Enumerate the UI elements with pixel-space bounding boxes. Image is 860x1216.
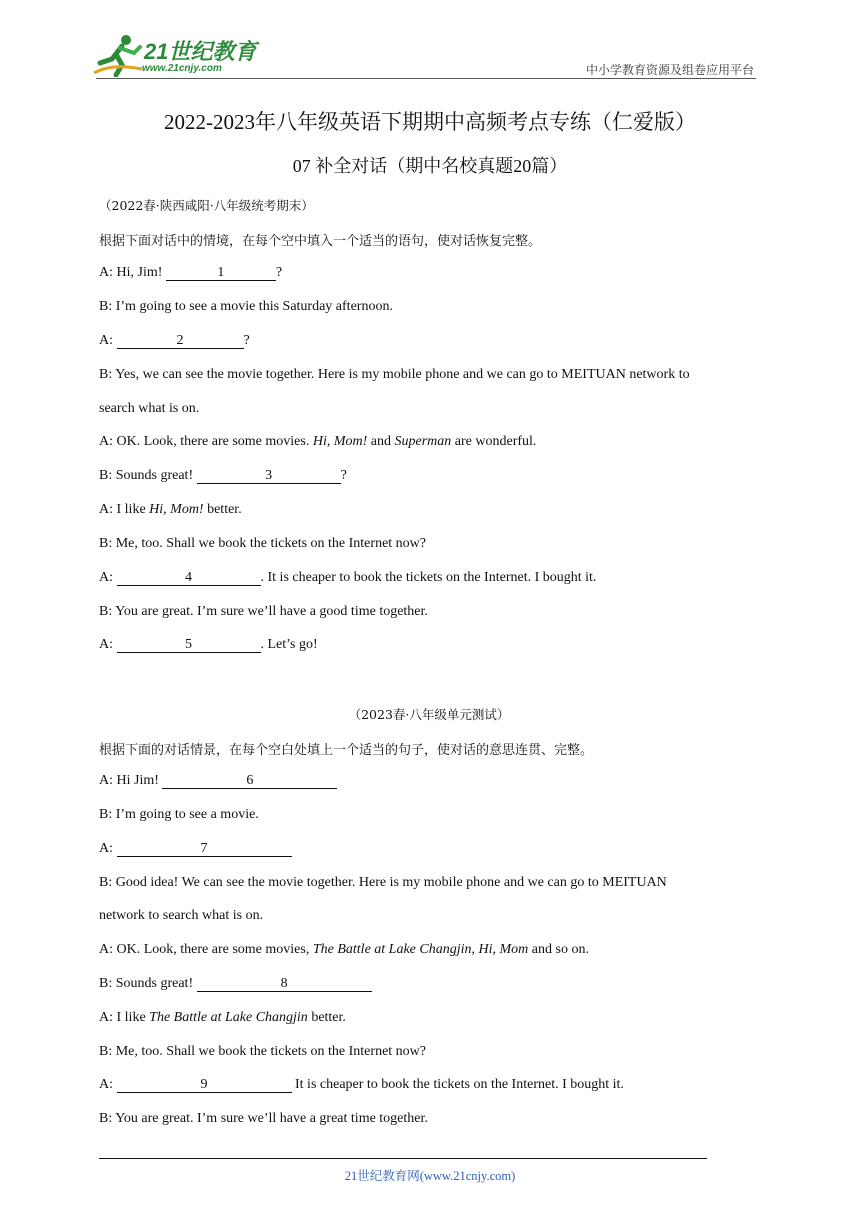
header-slogan: 中小学教育资源及组卷应用平台: [585, 63, 754, 77]
line-text: B: Sounds great!: [99, 976, 197, 991]
line-text: A: I like: [99, 1010, 150, 1025]
dialogue-line: B: You are great. I’m sure we’ll have a great time together.: [99, 1111, 428, 1126]
dialogue-line: search what is on.: [99, 401, 200, 416]
dialogue-line: B: I’m going to see a movie.: [99, 807, 259, 822]
dialogue-line: B: Good idea! We can see the movie together. Here is my mobile phone and we can go to MEITUAN: [99, 875, 667, 890]
line-text: ?: [243, 333, 250, 348]
line-text: and so on.: [528, 942, 589, 957]
line-text: It is cheaper to book the tickets on the Internet. I bought it.: [291, 1077, 624, 1092]
line-text: B: Sounds great!: [99, 468, 197, 483]
line-text: A: Hi, Jim!: [99, 265, 166, 280]
dialogue-line: [99, 468, 347, 484]
line-text: A:: [99, 333, 117, 348]
answer-blank-3[interactable]: 3: [197, 469, 341, 484]
dialogue-line: [99, 434, 536, 450]
dialogue-line: B: Me, too. Shall we book the tickets on the Internet now?: [99, 1044, 426, 1059]
movie-title: Hi, Mom: [478, 942, 529, 957]
line-text: ,: [471, 942, 479, 957]
answer-blank-6[interactable]: 6: [162, 774, 337, 789]
line-text: . It is cheaper to book the tickets on the Internet. I bought it.: [260, 570, 597, 585]
dialogue-line: [99, 1077, 624, 1093]
answer-blank-1[interactable]: 1: [166, 266, 276, 281]
page-header: [0, 0, 860, 80]
question-instruction: 根据下面对话中的情境，在每个空中填入一个适当的语句，使对话恢复完整。: [99, 234, 542, 249]
brand-logo[interactable]: [92, 33, 262, 79]
page-subtitle: 07 补全对话（期中名校真题20篇）: [292, 156, 568, 176]
dialogue-line: [99, 773, 337, 789]
line-text: A: Hi Jim!: [99, 773, 163, 788]
dialogue-line: [99, 942, 589, 958]
movie-title: The Battle at Lake Changjin: [149, 1010, 308, 1025]
line-text: and: [367, 434, 395, 449]
line-text: . Let’s go!: [260, 637, 318, 652]
movie-title: The Battle at Lake Changjin: [312, 942, 472, 957]
question-source: （2022春·陕西咸阳·八年级统考期末）: [99, 198, 314, 213]
movie-title: Hi, Mom!: [149, 502, 204, 517]
answer-blank-4[interactable]: 4: [117, 571, 261, 586]
answer-blank-9[interactable]: 9: [117, 1078, 292, 1093]
footer-divider: [99, 1158, 707, 1159]
question-source: （2023春·八年级单元测试）: [348, 707, 510, 722]
dialogue-line: network to search what is on.: [99, 908, 264, 923]
line-text: A:: [99, 841, 117, 856]
movie-title: Hi, Mom!: [312, 434, 368, 449]
header-divider: [96, 78, 756, 79]
dialogue-line: [99, 1010, 346, 1026]
answer-blank-5[interactable]: 5: [117, 638, 261, 653]
dialogue-line: [99, 570, 596, 586]
line-text: ?: [275, 265, 283, 280]
line-text: ?: [340, 468, 347, 483]
line-text: A:: [99, 570, 117, 585]
answer-blank-7[interactable]: 7: [117, 842, 292, 857]
dialogue-line: [99, 637, 318, 653]
dialogue-line: B: Me, too. Shall we book the tickets on the Internet now?: [99, 536, 426, 551]
answer-blank-2[interactable]: 2: [117, 334, 244, 349]
logo-url-text: www.21cnjy.com: [142, 63, 222, 74]
line-text: better.: [307, 1010, 346, 1025]
line-text: A:: [99, 1077, 117, 1092]
line-text: better.: [203, 502, 242, 517]
line-text: A: OK. Look, there are some movies.: [99, 434, 313, 449]
line-text: are wonderful.: [451, 434, 537, 449]
dialogue-line: [99, 333, 250, 349]
dialogue-line: B: Yes, we can see the movie together. Here is my mobile phone and we can go to MEITUAN network to: [99, 367, 690, 382]
answer-blank-8[interactable]: 8: [197, 977, 372, 992]
dialogue-line: [99, 265, 282, 281]
dialogue-line: [99, 841, 292, 857]
dialogue-line: B: You are great. I’m sure we’ll have a good time together.: [99, 604, 428, 619]
dialogue-line: [99, 976, 372, 992]
line-text: A: OK. Look, there are some movies,: [99, 942, 313, 957]
footer-link[interactable]: 21世纪教育网(www.21cnjy.com): [344, 1169, 516, 1183]
running-man-icon: [92, 33, 144, 77]
question-instruction: 根据下面的对话情景，在每个空白处填上一个适当的句子，使对话的意思连贯、完整。: [99, 743, 594, 758]
line-text: A: I like: [99, 502, 150, 517]
dialogue-line: [99, 502, 242, 518]
page-title: 2022-2023年八年级英语下期期中高频考点专练（仁爱版）: [164, 110, 696, 134]
line-text: A:: [99, 637, 117, 652]
dialogue-line: B: I’m going to see a movie this Saturday afternoon.: [99, 299, 393, 314]
movie-title: Superman: [394, 434, 452, 449]
logo-brand-text: 21世纪教育: [144, 39, 257, 64]
